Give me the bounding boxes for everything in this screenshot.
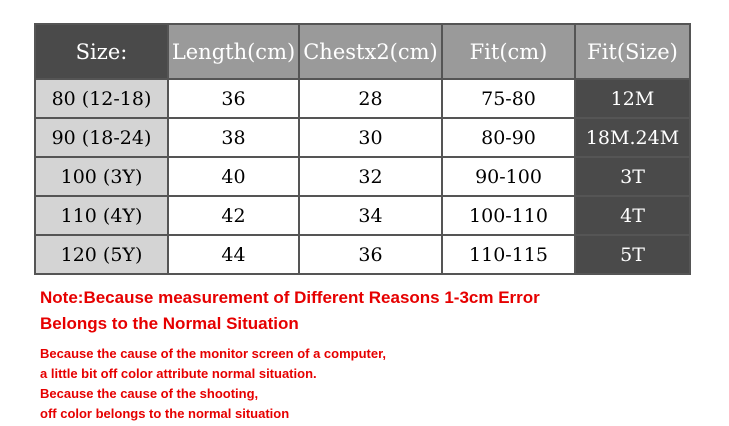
cell-size: 110 (4Y) bbox=[35, 196, 168, 235]
cell-length: 36 bbox=[168, 79, 299, 118]
table-row bbox=[35, 118, 690, 157]
note-line: Note:Because measurement of Different Reasons 1-3cm Error bbox=[40, 288, 540, 307]
disclaimer-line: Because the cause of the monitor screen of a computer, bbox=[40, 346, 387, 361]
cell-chest: 32 bbox=[299, 157, 442, 196]
cell-fit-size: 5T bbox=[575, 235, 690, 274]
table-row bbox=[35, 157, 690, 196]
cell-fit-cm: 100-110 bbox=[442, 196, 575, 235]
cell-size: 120 (5Y) bbox=[35, 235, 168, 274]
cell-chest: 28 bbox=[299, 79, 442, 118]
cell-fit-size: 12M bbox=[575, 79, 690, 118]
color-disclaimer bbox=[40, 344, 720, 424]
table-row bbox=[35, 235, 690, 274]
cell-length: 40 bbox=[168, 157, 299, 196]
cell-length: 44 bbox=[168, 235, 299, 274]
cell-size: 90 (18-24) bbox=[35, 118, 168, 157]
header-size: Size: bbox=[35, 24, 168, 79]
table-row bbox=[35, 196, 690, 235]
cell-chest: 30 bbox=[299, 118, 442, 157]
header-length: Length(cm) bbox=[168, 24, 299, 79]
cell-size: 100 (3Y) bbox=[35, 157, 168, 196]
cell-length: 42 bbox=[168, 196, 299, 235]
table-row bbox=[35, 79, 690, 118]
size-chart-table bbox=[34, 23, 691, 275]
cell-fit-size: 4T bbox=[575, 196, 690, 235]
disclaimer-line: Because the cause of the shooting, bbox=[40, 386, 259, 401]
header-fit-size: Fit(Size) bbox=[575, 24, 690, 79]
cell-fit-cm: 80-90 bbox=[442, 118, 575, 157]
table-header-row bbox=[35, 24, 690, 79]
cell-fit-cm: 75-80 bbox=[442, 79, 575, 118]
header-fit-cm: Fit(cm) bbox=[442, 24, 575, 79]
cell-fit-size: 18M.24M bbox=[575, 118, 690, 157]
measurement-note bbox=[40, 285, 720, 337]
disclaimer-line: a little bit off color attribute normal situation. bbox=[40, 366, 317, 381]
cell-fit-cm: 110-115 bbox=[442, 235, 575, 274]
header-chest: Chestx2(cm) bbox=[299, 24, 442, 79]
cell-size: 80 (12-18) bbox=[35, 79, 168, 118]
cell-fit-cm: 90-100 bbox=[442, 157, 575, 196]
cell-chest: 36 bbox=[299, 235, 442, 274]
cell-chest: 34 bbox=[299, 196, 442, 235]
cell-length: 38 bbox=[168, 118, 299, 157]
disclaimer-line: off color belongs to the normal situation bbox=[40, 406, 290, 421]
note-line: Belongs to the Normal Situation bbox=[40, 314, 299, 333]
cell-fit-size: 3T bbox=[575, 157, 690, 196]
